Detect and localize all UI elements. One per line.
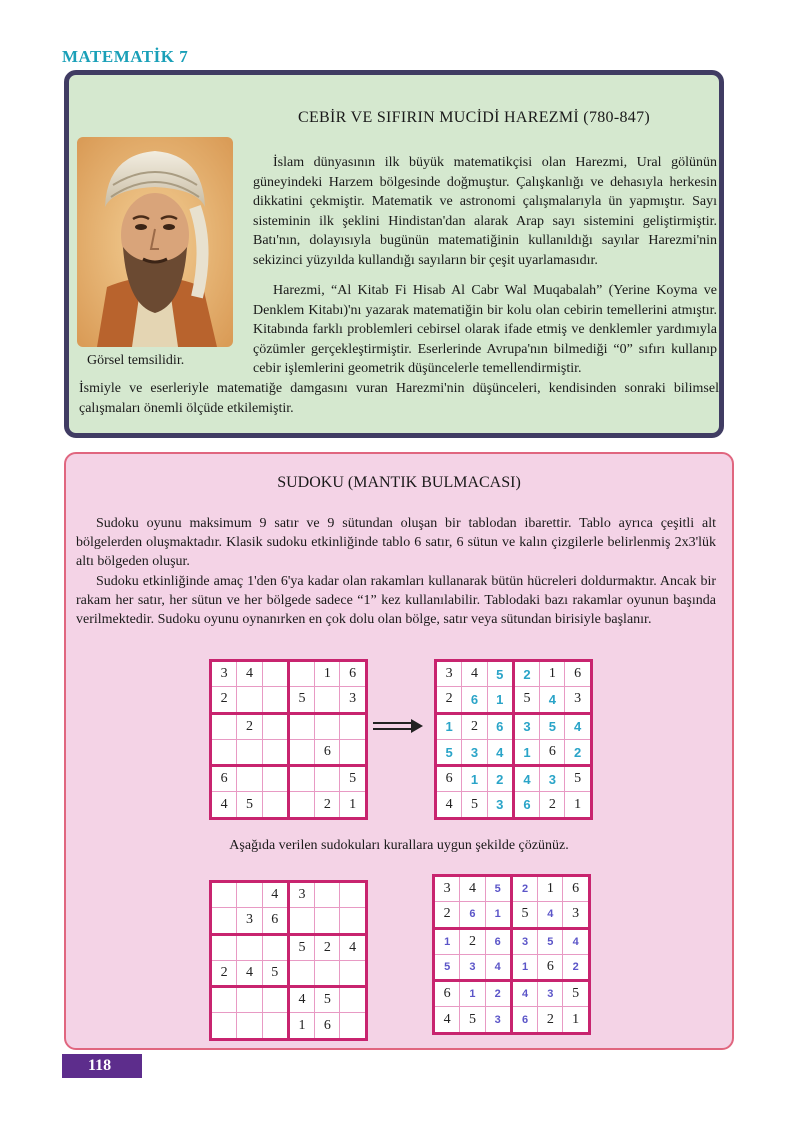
sudoku-cell: 5	[538, 928, 563, 954]
sudoku-cell: 4	[538, 902, 563, 928]
grid-row	[211, 739, 367, 765]
sudoku-cell: 4	[288, 987, 314, 1013]
sudoku-cell	[211, 882, 237, 908]
sudoku-cell	[262, 739, 288, 765]
sudoku-cell: 2	[211, 960, 237, 986]
sudoku-cell: 6	[540, 739, 565, 765]
sudoku-title: SUDOKU (MANTIK BULMACASI)	[277, 474, 521, 491]
sudoku-cell: 1	[315, 661, 340, 687]
sudoku-cell: 3	[538, 981, 563, 1007]
grid-row	[436, 792, 592, 818]
sudoku-cell: 5	[340, 766, 366, 792]
sudoku-cell: 2	[436, 687, 462, 713]
sudoku-cell	[288, 960, 314, 986]
sudoku-cell: 2	[462, 713, 487, 739]
grid-row	[211, 687, 367, 713]
sudoku-cell: 4	[340, 934, 366, 960]
sudoku-cell: 2	[211, 687, 237, 713]
sudoku-box	[64, 452, 734, 1050]
grid-row	[434, 1007, 590, 1033]
grid-row	[211, 1013, 367, 1039]
sudoku-cell: 6	[211, 766, 237, 792]
sudoku-cell	[340, 1013, 366, 1039]
grid-row	[211, 960, 367, 986]
sudoku-cell: 6	[262, 908, 288, 934]
sudoku-paragraph-1: Sudoku oyunu maksimum 9 satır ve 9 sütundan oluşan bir tablodan ibarettir. Tablo ayrıca çeşitli alt bölgelerden oluşmaktadır. Klasik sudoku etkinliğinde tablo 6 satır, 6 sütun ve kalın çizgilerle belirlenmiş 2x3'lük altı bölgeden oluşur.	[76, 516, 716, 569]
grid-row	[211, 908, 367, 934]
sudoku-cell: 2	[434, 902, 460, 928]
grid-row	[211, 934, 367, 960]
sudoku-cell: 3	[511, 928, 537, 954]
sudoku-cell: 4	[511, 981, 537, 1007]
exercise-instruction: Aşağıda verilen sudokuları kurallara uygun şekilde çözünüz.	[229, 838, 569, 853]
sudoku-cell: 2	[485, 981, 511, 1007]
grid-row	[434, 981, 590, 1007]
sudoku-cell	[340, 882, 366, 908]
sudoku-cell: 5	[288, 687, 314, 713]
sudoku-cell	[211, 934, 237, 960]
sudoku-cell: 2	[487, 766, 513, 792]
sudoku-cell: 5	[462, 792, 487, 818]
sudoku-cell	[288, 908, 314, 934]
sudoku-cell: 5	[565, 766, 591, 792]
sudoku-cell: 1	[340, 792, 366, 818]
sudoku-cell	[262, 713, 288, 739]
sudoku-cell: 4	[237, 960, 262, 986]
sudoku-cell: 1	[565, 792, 591, 818]
sudoku-cell	[262, 766, 288, 792]
sudoku-cell: 3	[288, 882, 314, 908]
sudoku-cell	[211, 739, 237, 765]
grid-row	[436, 661, 592, 687]
exercise-answer-grid	[432, 874, 591, 1035]
sudoku-cell	[340, 739, 366, 765]
grid-row	[436, 687, 592, 713]
sudoku-cell: 3	[563, 902, 589, 928]
sudoku-cell: 1	[462, 766, 487, 792]
sudoku-cell: 5	[262, 960, 288, 986]
grid-row	[211, 882, 367, 908]
grid-row	[436, 766, 592, 792]
sudoku-cell: 1	[487, 687, 513, 713]
sudoku-cell	[315, 713, 340, 739]
sudoku-cell: 1	[511, 954, 537, 980]
sudoku-cell	[315, 766, 340, 792]
sudoku-cell	[340, 987, 366, 1013]
sudoku-cell	[237, 766, 262, 792]
sudoku-cell: 6	[460, 902, 485, 928]
sudoku-cell: 6	[563, 876, 589, 902]
grid-row	[434, 928, 590, 954]
sudoku-cell: 5	[436, 739, 462, 765]
sudoku-cell: 4	[434, 1007, 460, 1033]
sudoku-cell: 2	[511, 876, 537, 902]
sudoku-cell: 6	[485, 928, 511, 954]
bio-paragraph-1: İslam dünyasının ilk büyük matematikçisi olan Harezmi, Ural gölünün güneyindeki Harzem bölgesinde doğmuştur. Çalışkanlığı ve dehasıyla herkesin dikkatini çekmiştir. Matematik ve astronomi çalışmalarıyla ün yapmıştır. Sayı sisteminin ilk şeklini Hindistan'dan alarak Arap sayı sistemini geliştirmiştir. Batı'nın, dolayısıyla bugünün matematiğinin kullanıldığı sayılar Harezmi'nin sekizinci yüzyılda kullandığı sayıların bir çeşit uyarlamasıdır.	[253, 155, 717, 268]
sudoku-cell	[340, 908, 366, 934]
sudoku-cell: 2	[563, 954, 589, 980]
harezmi-portrait	[77, 137, 233, 347]
example-solution-grid	[434, 659, 593, 820]
sudoku-cell: 5	[511, 902, 537, 928]
sudoku-cell	[211, 908, 237, 934]
sudoku-cell: 1	[460, 981, 485, 1007]
sudoku-cell: 1	[434, 928, 460, 954]
sudoku-cell: 6	[436, 766, 462, 792]
sudoku-cell: 4	[487, 739, 513, 765]
sudoku-cell: 4	[513, 766, 539, 792]
sudoku-cell: 5	[563, 981, 589, 1007]
sudoku-cell: 2	[237, 713, 262, 739]
sudoku-cell	[340, 713, 366, 739]
sudoku-cell: 2	[513, 661, 539, 687]
sudoku-cell: 6	[315, 739, 340, 765]
sudoku-cell: 3	[540, 766, 565, 792]
example-sudoku-grid	[209, 659, 368, 820]
sudoku-cell: 2	[565, 739, 591, 765]
sudoku-cell: 1	[513, 739, 539, 765]
sudoku-cell: 1	[540, 661, 565, 687]
sudoku-cell: 2	[315, 934, 340, 960]
sudoku-cell	[237, 934, 262, 960]
grid-row	[434, 902, 590, 928]
sudoku-cell: 5	[315, 987, 340, 1013]
sudoku-cell: 5	[460, 1007, 485, 1033]
sudoku-cell: 4	[436, 792, 462, 818]
sudoku-cell	[237, 1013, 262, 1039]
sudoku-cell	[315, 960, 340, 986]
sudoku-cell: 4	[540, 687, 565, 713]
grid-row	[436, 739, 592, 765]
sudoku-cell: 1	[538, 876, 563, 902]
sudoku-cell	[288, 766, 314, 792]
sudoku-cell: 4	[460, 876, 485, 902]
grid-row	[211, 792, 367, 818]
sudoku-cell	[288, 739, 314, 765]
sudoku-cell: 3	[513, 713, 539, 739]
sudoku-cell	[262, 792, 288, 818]
sudoku-cell: 4	[462, 661, 487, 687]
sudoku-cell: 1	[485, 902, 511, 928]
grid-row	[211, 766, 367, 792]
sudoku-cell: 1	[436, 713, 462, 739]
sudoku-cell: 2	[460, 928, 485, 954]
sudoku-cell	[237, 882, 262, 908]
sudoku-cell: 2	[538, 1007, 563, 1033]
sudoku-cell	[288, 792, 314, 818]
portrait-caption: Görsel temsilidir.	[87, 353, 185, 368]
grid-row	[211, 661, 367, 687]
sudoku-cell: 3	[340, 687, 366, 713]
sudoku-cell: 6	[513, 792, 539, 818]
sudoku-cell	[262, 934, 288, 960]
sudoku-cell: 5	[485, 876, 511, 902]
page-number: 118	[62, 1054, 142, 1078]
sudoku-cell	[315, 908, 340, 934]
sudoku-cell: 6	[565, 661, 591, 687]
sudoku-cell: 3	[460, 954, 485, 980]
harezmi-info-box	[64, 70, 724, 438]
sudoku-cell: 3	[485, 1007, 511, 1033]
sudoku-cell: 3	[211, 661, 237, 687]
sudoku-cell: 4	[563, 928, 589, 954]
sudoku-paragraph-2: Sudoku etkinliğinde amaç 1'den 6'ya kadar olan rakamları kullanarak bütün hücreleri doldurmaktır. Ancak bir rakam her satır, her sütun ve her bölgede sadece “1” kez kullanılabilir. Tablodaki bazı rakamlar oyunun başında verilmektedir. Sudoku oyunu oynanırken en çok dolu olan bölge, satır veya sütundan birisiyle başlanır.	[76, 574, 716, 627]
sudoku-cell	[262, 661, 288, 687]
sudoku-cell: 5	[513, 687, 539, 713]
sudoku-cell: 6	[340, 661, 366, 687]
sudoku-cell: 4	[211, 792, 237, 818]
sudoku-cell	[288, 713, 314, 739]
sudoku-cell: 3	[434, 876, 460, 902]
sudoku-cell	[211, 713, 237, 739]
sudoku-cell: 4	[237, 661, 262, 687]
sudoku-cell: 6	[487, 713, 513, 739]
sudoku-cell: 5	[487, 661, 513, 687]
sudoku-cell: 4	[262, 882, 288, 908]
sudoku-cell	[340, 960, 366, 986]
grid-row	[211, 987, 367, 1013]
sudoku-cell: 3	[462, 739, 487, 765]
sudoku-cell: 6	[462, 687, 487, 713]
bio-paragraph-2: Harezmi, “Al Kitab Fi Hisab Al Cabr Wal Muqabalah” (Yerine Koyma ve Denklem Kitabı)'nı yazarak matematiğin bir kolu olan cebirin temellerini atmıştır. Kitabında farklı problemleri cebirsel olarak ifade etmiş ve denklemler yardımıyla çözümler gerçekleştirmiştir. Eserlerinde Avrupa'nın bilmediği “0” sıfırı kullanıp cebir işlemlerini geometrik düşüncelerle temellendirmiştir.	[253, 283, 717, 377]
grid-row	[211, 713, 367, 739]
sudoku-cell	[288, 661, 314, 687]
sudoku-cell: 3	[436, 661, 462, 687]
sudoku-cell	[262, 987, 288, 1013]
sudoku-cell: 5	[434, 954, 460, 980]
sudoku-cell: 4	[565, 713, 591, 739]
sudoku-cell	[211, 987, 237, 1013]
sudoku-cell: 5	[288, 934, 314, 960]
bio-paragraph-3: İsmiyle ve eserleriyle matematiğe damgasını vuran Harezmi'nin düşünceleri, kendisinden sonraki bilimsel çalışmaları önemli ölçüde etkilemiştir.	[79, 381, 719, 416]
sudoku-cell	[211, 1013, 237, 1039]
sudoku-cell: 2	[315, 792, 340, 818]
sudoku-cell: 6	[511, 1007, 537, 1033]
sudoku-cell: 6	[434, 981, 460, 1007]
book-header: MATEMATİK 7	[62, 47, 189, 66]
sudoku-cell	[315, 882, 340, 908]
grid-row	[436, 713, 592, 739]
sudoku-cell: 1	[288, 1013, 314, 1039]
sudoku-cell: 6	[538, 954, 563, 980]
grid-row	[434, 954, 590, 980]
sudoku-cell: 6	[315, 1013, 340, 1039]
sudoku-cell: 5	[237, 792, 262, 818]
arrow-right-icon	[371, 718, 425, 734]
sudoku-cell: 2	[540, 792, 565, 818]
sudoku-cell	[237, 739, 262, 765]
sudoku-cell: 4	[485, 954, 511, 980]
sudoku-cell	[262, 1013, 288, 1039]
sudoku-cell: 3	[487, 792, 513, 818]
exercise-sudoku-grid	[209, 880, 368, 1041]
sudoku-cell	[262, 687, 288, 713]
sudoku-cell	[237, 687, 262, 713]
sudoku-cell: 1	[563, 1007, 589, 1033]
grid-row	[434, 876, 590, 902]
sudoku-cell: 5	[540, 713, 565, 739]
sudoku-cell: 3	[565, 687, 591, 713]
sudoku-cell	[237, 987, 262, 1013]
sudoku-cell	[315, 687, 340, 713]
sudoku-cell: 3	[237, 908, 262, 934]
bio-title: CEBİR VE SIFIRIN MUCİDİ HAREZMİ (780-847)	[298, 109, 650, 126]
